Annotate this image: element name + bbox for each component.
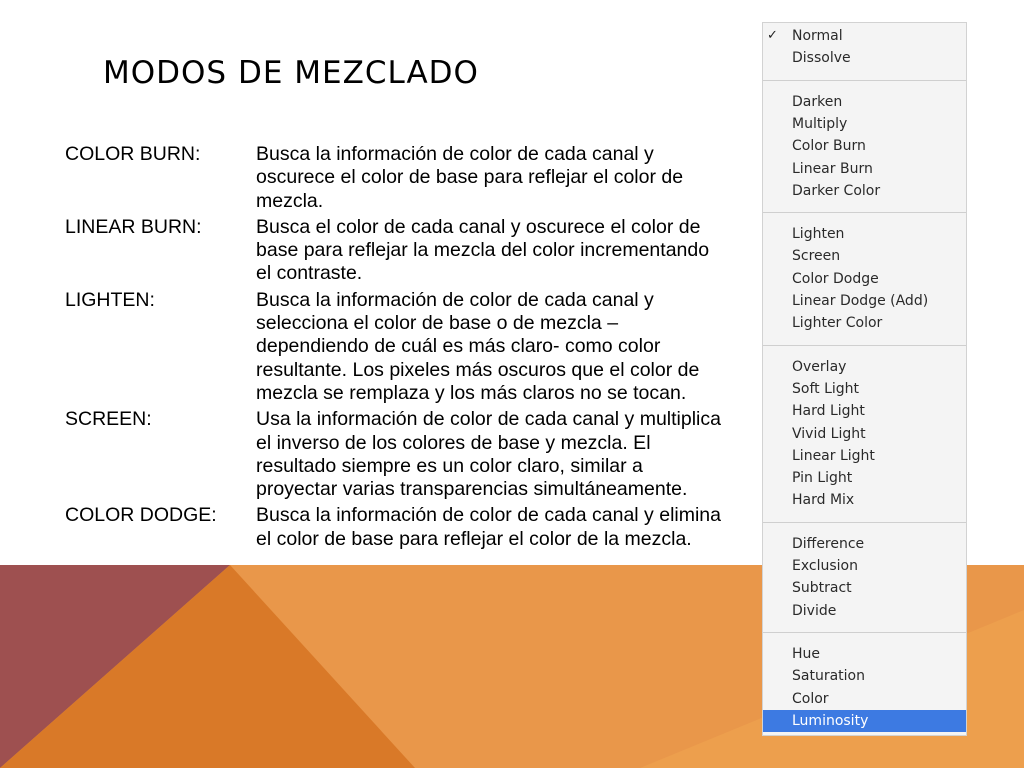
menu-item-label: Multiply — [792, 115, 848, 132]
blend-mode-menu — [762, 22, 967, 736]
definition-row — [65, 216, 735, 286]
menu-item-label: Subtract — [792, 580, 852, 597]
menu-item-linear-burn[interactable] — [763, 158, 966, 180]
menu-separator — [763, 80, 966, 81]
menu-item-luminosity[interactable] — [763, 710, 966, 732]
menu-item-label: Pin Light — [792, 470, 853, 487]
menu-item-label: Difference — [792, 535, 865, 552]
definition-row — [65, 504, 735, 551]
menu-item-label: Lighten — [792, 226, 845, 243]
menu-item-linear-light[interactable] — [763, 445, 966, 467]
menu-item-label: Hue — [792, 645, 821, 662]
menu-item-hard-mix[interactable] — [763, 489, 966, 511]
definition-term: COLOR BURN: — [65, 143, 201, 165]
menu-item-label: Screen — [792, 248, 841, 265]
definition-term: LIGHTEN: — [65, 288, 155, 311]
menu-item-dissolve[interactable] — [763, 47, 966, 69]
menu-item-label: Linear Light — [792, 447, 875, 464]
menu-item-screen[interactable] — [763, 245, 966, 267]
menu-item-lighter-color[interactable] — [763, 312, 966, 334]
menu-item-color-dodge[interactable] — [763, 268, 966, 290]
menu-separator — [763, 212, 966, 213]
menu-item-label: Hard Mix — [792, 492, 855, 509]
slide-title: MODOS DE MEZCLADO — [103, 55, 479, 91]
menu-item-label: Lighter Color — [792, 315, 883, 332]
menu-item-label: Linear Dodge (Add) — [792, 293, 929, 309]
menu-item-label: Luminosity — [792, 712, 869, 729]
menu-item-hue[interactable] — [763, 643, 966, 665]
menu-item-label: Divide — [792, 602, 837, 619]
menu-item-darker-color[interactable] — [763, 180, 966, 202]
menu-item-lighten[interactable] — [763, 223, 966, 245]
menu-separator — [763, 345, 966, 346]
menu-separator — [763, 632, 966, 633]
menu-item-label: Dissolve — [792, 50, 851, 67]
definition-term: SCREEN: — [65, 408, 152, 431]
menu-item-color-burn[interactable] — [763, 135, 966, 157]
menu-item-difference[interactable] — [763, 533, 966, 555]
menu-item-label: Color Burn — [792, 138, 866, 155]
menu-item-label: Hard Light — [792, 403, 865, 420]
definition-term: COLOR DODGE: — [65, 504, 217, 527]
menu-item-multiply[interactable] — [763, 113, 966, 135]
menu-separator — [763, 522, 966, 523]
menu-item-label: Color Dodge — [792, 270, 879, 287]
menu-item-divide[interactable] — [763, 600, 966, 622]
checkmark-icon: ✓ — [767, 28, 778, 43]
menu-item-darken[interactable] — [763, 91, 966, 113]
definition-description: Busca la información de color de cada canal y selecciona el color de base o de mezcla – dependiendo de cuál es más claro- como color resultante. Los pixeles más oscuros que el color de mezcla se remplaza y los más claros no se tocan. — [256, 288, 700, 404]
definitions-list — [65, 143, 735, 554]
menu-item-color[interactable] — [763, 688, 966, 710]
menu-item-linear-dodge-add[interactable] — [763, 290, 966, 312]
menu-item-label: Exclusion — [792, 558, 858, 574]
definition-description: Usa la información de color de cada canal y multiplica el inverso de los colores de base y mezcla. El resultado siempre es un color claro, similar a proyectar varias transparencias simultáneamente. — [256, 408, 721, 501]
menu-item-normal[interactable] — [763, 25, 966, 47]
menu-item-soft-light[interactable] — [763, 378, 966, 400]
menu-item-label: Color — [792, 690, 829, 707]
definition-row — [65, 143, 735, 213]
definition-row — [65, 408, 735, 501]
menu-item-label: Overlay — [792, 358, 847, 375]
definition-term: LINEAR BURN: — [65, 215, 202, 238]
menu-item-label: Saturation — [792, 668, 865, 685]
definition-description: Busca la información de color de cada canal y oscurece el color de base para reflejar el color de mezcla. — [256, 143, 684, 212]
menu-item-label: Vivid Light — [792, 425, 866, 442]
menu-item-label: Darker Color — [792, 182, 881, 199]
menu-item-vivid-light[interactable] — [763, 423, 966, 445]
definition-description: Busca la información de color de cada canal y elimina el color de base para reflejar el color de la mezcla. — [256, 504, 722, 550]
menu-item-overlay[interactable] — [763, 356, 966, 378]
menu-item-subtract[interactable] — [763, 577, 966, 599]
menu-item-label: Linear Burn — [792, 160, 873, 177]
menu-item-exclusion[interactable] — [763, 555, 966, 577]
menu-item-label: Soft Light — [792, 380, 860, 397]
menu-item-hard-light[interactable] — [763, 400, 966, 422]
definition-description: Busca el color de cada canal y oscurece el color de base para reflejar la mezcla del color incrementando el contraste. — [256, 215, 710, 285]
definition-row — [65, 289, 735, 405]
menu-item-label: Darken — [792, 93, 843, 110]
menu-item-label: Normal — [792, 28, 843, 44]
menu-item-pin-light[interactable] — [763, 467, 966, 489]
menu-item-saturation[interactable] — [763, 665, 966, 687]
